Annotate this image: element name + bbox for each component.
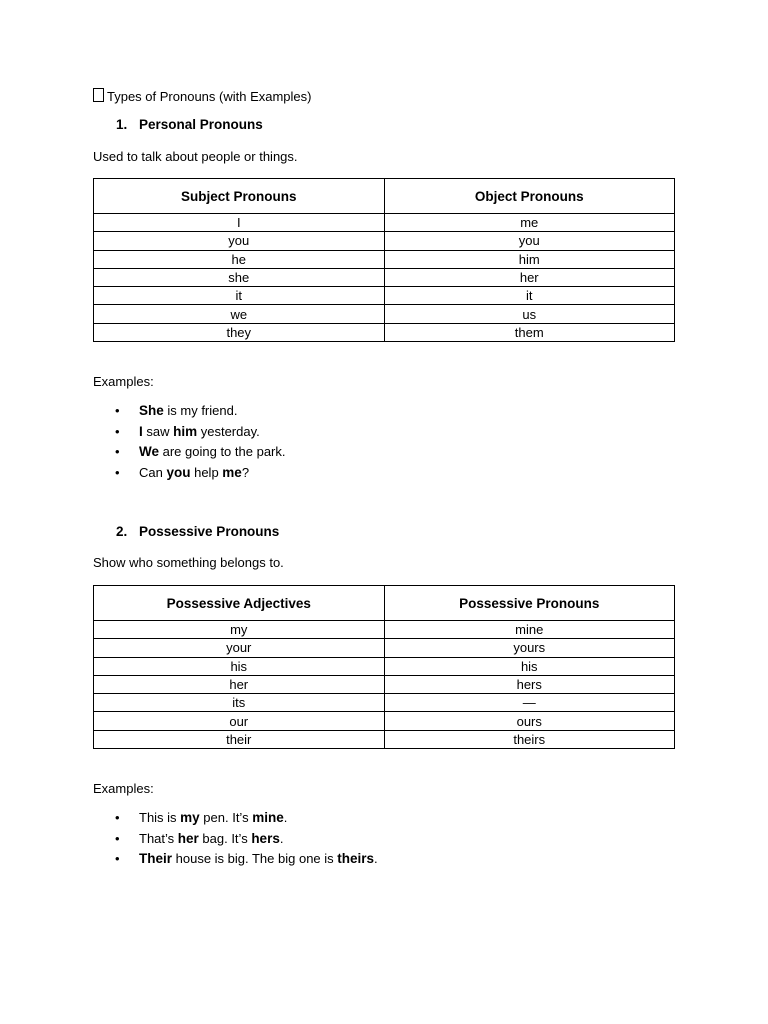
example-text: . bbox=[374, 851, 378, 866]
table-cell: her bbox=[94, 675, 385, 693]
table-row bbox=[94, 675, 675, 693]
example-text: house is big. The big one is bbox=[172, 851, 338, 866]
pronoun-highlight: my bbox=[180, 810, 200, 825]
possessive-pronouns-table bbox=[93, 585, 675, 749]
table-body bbox=[94, 621, 675, 749]
table-cell: mine bbox=[384, 621, 675, 639]
bullet-icon: • bbox=[115, 830, 120, 846]
examples-label: Examples: bbox=[93, 781, 154, 796]
table-cell: he bbox=[94, 250, 385, 268]
examples-list-personal bbox=[93, 401, 286, 483]
example-text: is my friend. bbox=[163, 403, 238, 418]
pronoun-highlight: I bbox=[139, 423, 143, 439]
table-cell: she bbox=[94, 268, 385, 286]
table-row bbox=[94, 639, 675, 657]
table-cell: theirs bbox=[384, 730, 675, 748]
example-text: are going to the park. bbox=[159, 444, 286, 459]
list-item bbox=[93, 422, 286, 443]
table-cell: his bbox=[384, 657, 675, 675]
pronoun-highlight: me bbox=[222, 464, 242, 480]
table-cell: I bbox=[94, 214, 385, 232]
example-text: bag. It’s bbox=[198, 830, 252, 846]
bullet-icon: • bbox=[115, 403, 120, 418]
list-item bbox=[93, 401, 286, 422]
example-text: . bbox=[279, 830, 284, 846]
table-row bbox=[94, 621, 675, 639]
table-row bbox=[94, 214, 675, 232]
table-cell: hers bbox=[384, 675, 675, 693]
pronoun-highlight: him bbox=[173, 423, 198, 439]
list-item bbox=[93, 463, 286, 484]
table-row bbox=[94, 730, 675, 748]
table-header-row bbox=[94, 586, 675, 621]
bullet-icon: • bbox=[115, 464, 120, 480]
pronoun-highlight: her bbox=[177, 830, 199, 846]
example-text: help bbox=[190, 464, 223, 480]
bullet-icon: • bbox=[115, 423, 120, 439]
examples-list-possessive bbox=[93, 808, 378, 870]
section-description-possessive: Show who something belongs to. bbox=[93, 555, 284, 570]
table-cell: me bbox=[384, 214, 675, 232]
table-cell: us bbox=[384, 305, 675, 323]
bullet-icon: • bbox=[115, 851, 120, 866]
table-row bbox=[94, 323, 675, 341]
section-description-personal: Used to talk about people or things. bbox=[93, 149, 298, 164]
example-text: yesterday. bbox=[197, 423, 260, 439]
table-cell: them bbox=[384, 323, 675, 341]
table-row bbox=[94, 250, 675, 268]
table-cell: you bbox=[384, 232, 675, 250]
table-cell: yours bbox=[384, 639, 675, 657]
bullet-icon: • bbox=[115, 810, 120, 825]
example-text: That’s bbox=[139, 830, 178, 846]
table-cell: we bbox=[94, 305, 385, 323]
table-cell: your bbox=[94, 639, 385, 657]
example-text: This is bbox=[139, 810, 181, 825]
example-text: pen. It’s bbox=[199, 810, 253, 825]
table-row bbox=[94, 287, 675, 305]
table-cell: their bbox=[94, 730, 385, 748]
table-cell: our bbox=[94, 712, 385, 730]
missing-glyph-icon bbox=[93, 88, 104, 102]
table-cell: my bbox=[94, 621, 385, 639]
table-cell: it bbox=[384, 287, 675, 305]
table-cell: his bbox=[94, 657, 385, 675]
table-row bbox=[94, 694, 675, 712]
table-header-cell: Possessive Adjectives bbox=[94, 586, 385, 621]
table-cell: they bbox=[94, 323, 385, 341]
pronoun-highlight: She bbox=[139, 403, 164, 418]
pronoun-highlight: theirs bbox=[337, 851, 375, 866]
example-text: saw bbox=[142, 423, 174, 439]
document-title: Types of Pronouns (with Examples) bbox=[93, 88, 311, 104]
table-row bbox=[94, 657, 675, 675]
pronoun-highlight: mine bbox=[252, 810, 284, 825]
example-text: Can bbox=[139, 464, 167, 480]
section-heading-personal: 1. Personal Pronouns bbox=[116, 117, 263, 132]
table-row bbox=[94, 232, 675, 250]
pronoun-highlight: Their bbox=[139, 851, 173, 866]
table-cell: him bbox=[384, 250, 675, 268]
table-row bbox=[94, 268, 675, 286]
table-row bbox=[94, 305, 675, 323]
example-text: . bbox=[283, 810, 288, 825]
personal-pronouns-table bbox=[93, 178, 675, 342]
list-item bbox=[93, 849, 378, 870]
table-header-cell: Possessive Pronouns bbox=[384, 586, 675, 621]
table-body bbox=[94, 214, 675, 342]
table-cell: its bbox=[94, 694, 385, 712]
table-cell: ours bbox=[384, 712, 675, 730]
pronoun-highlight: We bbox=[139, 444, 160, 459]
list-item bbox=[93, 808, 378, 829]
table-header-cell: Object Pronouns bbox=[384, 179, 675, 214]
table-header-cell: Subject Pronouns bbox=[94, 179, 385, 214]
example-text: ? bbox=[241, 464, 250, 480]
pronoun-highlight: hers bbox=[251, 830, 280, 846]
list-item bbox=[93, 442, 286, 463]
table-row bbox=[94, 712, 675, 730]
section-heading-possessive: 2. Possessive Pronouns bbox=[116, 524, 280, 539]
table-cell: you bbox=[94, 232, 385, 250]
examples-label: Examples: bbox=[93, 374, 154, 389]
table-cell: it bbox=[94, 287, 385, 305]
pronoun-highlight: you bbox=[166, 464, 191, 480]
list-item bbox=[93, 829, 378, 850]
table-cell: — bbox=[384, 694, 675, 712]
table-cell: her bbox=[384, 268, 675, 286]
bullet-icon: • bbox=[115, 444, 120, 459]
table-header-row bbox=[94, 179, 675, 214]
